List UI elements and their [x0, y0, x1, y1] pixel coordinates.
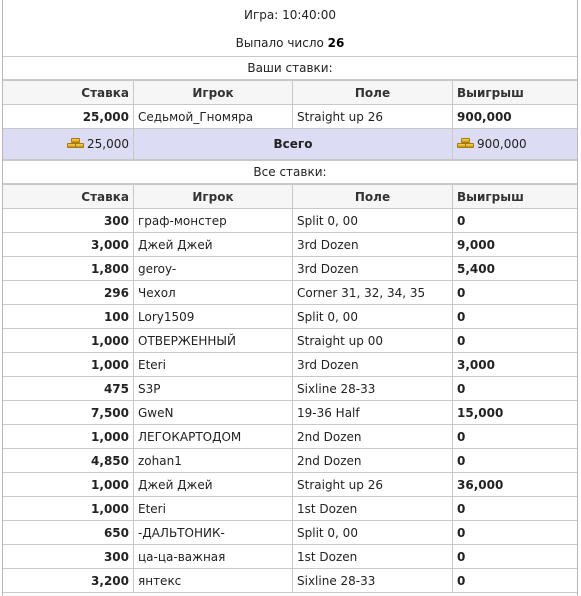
player-cell: Eteri	[134, 497, 293, 521]
player-cell: ца-ца-важная	[134, 545, 293, 569]
win-cell: 0	[453, 497, 579, 521]
bet-cell: 650	[3, 521, 134, 545]
bet-cell: 296	[3, 281, 134, 305]
win-cell: 9,000	[453, 233, 579, 257]
player-cell: -ДАЛЬТОНИК-	[134, 521, 293, 545]
table-row	[3, 449, 579, 473]
all-bets-header-row	[3, 185, 579, 209]
total-bet-cell	[3, 129, 134, 160]
win-cell: 0	[453, 377, 579, 401]
win-cell: 0	[453, 569, 579, 593]
field-cell: Corner 31, 32, 34, 35	[293, 281, 453, 305]
table-row	[3, 233, 579, 257]
field-cell: 3rd Dozen	[293, 257, 453, 281]
total-win-value: 900,000	[477, 137, 527, 151]
player-cell: Джей Джей	[134, 473, 293, 497]
bet-cell: 100	[3, 305, 134, 329]
player-cell: Чехол	[134, 281, 293, 305]
win-cell: 0	[453, 449, 579, 473]
table-row	[3, 377, 579, 401]
column-header-field: Поле	[293, 81, 453, 105]
bet-cell: 300	[3, 209, 134, 233]
bet-cell: 475	[3, 377, 134, 401]
player-cell: янтекс	[134, 569, 293, 593]
your-bets-header-row	[3, 81, 579, 105]
result-line	[3, 30, 577, 56]
table-row	[3, 545, 579, 569]
bet-cell: 1,000	[3, 497, 134, 521]
roulette-results-panel	[2, 0, 578, 596]
table-row	[3, 497, 579, 521]
win-cell: 0	[453, 425, 579, 449]
field-cell: 3rd Dozen	[293, 233, 453, 257]
table-row	[3, 353, 579, 377]
game-time	[3, 0, 577, 30]
table-row	[3, 425, 579, 449]
field-cell: 2nd Dozen	[293, 449, 453, 473]
field-cell: Sixline 28-33	[293, 377, 453, 401]
all-bets-body	[3, 209, 579, 593]
table-row	[3, 305, 579, 329]
field-cell: Split 0, 00	[293, 209, 453, 233]
win-cell: 0	[453, 545, 579, 569]
bet-cell: 1,000	[3, 473, 134, 497]
bet-cell: 3,200	[3, 569, 134, 593]
win-cell: 5,400	[453, 257, 579, 281]
player-cell: Седьмой_Гномяра	[134, 105, 293, 129]
field-cell: 1st Dozen	[293, 497, 453, 521]
win-cell: 15,000	[453, 401, 579, 425]
bet-cell: 25,000	[3, 105, 134, 129]
table-row	[3, 105, 579, 129]
table-row	[3, 281, 579, 305]
total-row	[3, 129, 579, 160]
table-row	[3, 257, 579, 281]
win-cell: 0	[453, 305, 579, 329]
player-cell: zohan1	[134, 449, 293, 473]
field-cell: Straight up 00	[293, 329, 453, 353]
column-header-bet: Ставка	[3, 185, 134, 209]
your-bets-table	[2, 80, 578, 160]
total-bet-value: 25,000	[87, 137, 129, 151]
field-cell: Split 0, 00	[293, 521, 453, 545]
field-cell: 2nd Dozen	[293, 425, 453, 449]
field-cell: 1st Dozen	[293, 545, 453, 569]
table-row	[3, 209, 579, 233]
player-cell: GweN	[134, 401, 293, 425]
field-cell: Sixline 28-33	[293, 569, 453, 593]
column-header-field: Поле	[293, 185, 453, 209]
bet-cell: 1,000	[3, 353, 134, 377]
player-cell: Джей Джей	[134, 233, 293, 257]
win-cell: 0	[453, 209, 579, 233]
bet-cell: 1,000	[3, 425, 134, 449]
field-cell: 19-36 Half	[293, 401, 453, 425]
bet-cell: 7,500	[3, 401, 134, 425]
win-cell: 36,000	[453, 473, 579, 497]
field-cell: 3rd Dozen	[293, 353, 453, 377]
result-number: 26	[327, 36, 345, 50]
win-cell: 0	[453, 281, 579, 305]
player-cell: geroy-	[134, 257, 293, 281]
player-cell: Eteri	[134, 353, 293, 377]
bet-cell: 300	[3, 545, 134, 569]
field-cell: Straight up 26	[293, 473, 453, 497]
field-cell: Straight up 26	[293, 105, 453, 129]
gold-bars-icon	[67, 137, 85, 149]
bet-cell: 4,850	[3, 449, 134, 473]
column-header-win: Выигрыш	[453, 81, 579, 105]
table-row	[3, 329, 579, 353]
win-cell: 3,000	[453, 353, 579, 377]
gold-bars-icon	[457, 137, 475, 149]
game-time-label: Игра: 10:40:00	[243, 8, 336, 22]
win-cell: 0	[453, 521, 579, 545]
column-header-player: Игрок	[134, 81, 293, 105]
table-row	[3, 401, 579, 425]
column-header-player: Игрок	[134, 185, 293, 209]
your-bets-title: Ваши ставки:	[3, 56, 577, 80]
table-row	[3, 521, 579, 545]
bet-cell: 1,000	[3, 329, 134, 353]
column-header-win: Выигрыш	[453, 185, 579, 209]
total-label: Всего	[134, 129, 453, 160]
result-label: Выпало число	[235, 36, 324, 50]
all-bets-table	[2, 184, 578, 593]
table-row	[3, 569, 579, 593]
win-cell: 900,000	[453, 105, 579, 129]
player-cell: S3P	[134, 377, 293, 401]
player-cell: ЛЕГОКАРТОДОМ	[134, 425, 293, 449]
bet-cell: 3,000	[3, 233, 134, 257]
table-row	[3, 473, 579, 497]
field-cell: Split 0, 00	[293, 305, 453, 329]
bet-cell: 1,800	[3, 257, 134, 281]
win-cell: 0	[453, 329, 579, 353]
total-win-cell	[453, 129, 579, 160]
player-cell: Lory1509	[134, 305, 293, 329]
column-header-bet: Ставка	[3, 81, 134, 105]
player-cell: ОТВЕРЖЕННЫЙ	[134, 329, 293, 353]
player-cell: граф-монстер	[134, 209, 293, 233]
all-bets-title: Все ставки:	[3, 160, 577, 184]
